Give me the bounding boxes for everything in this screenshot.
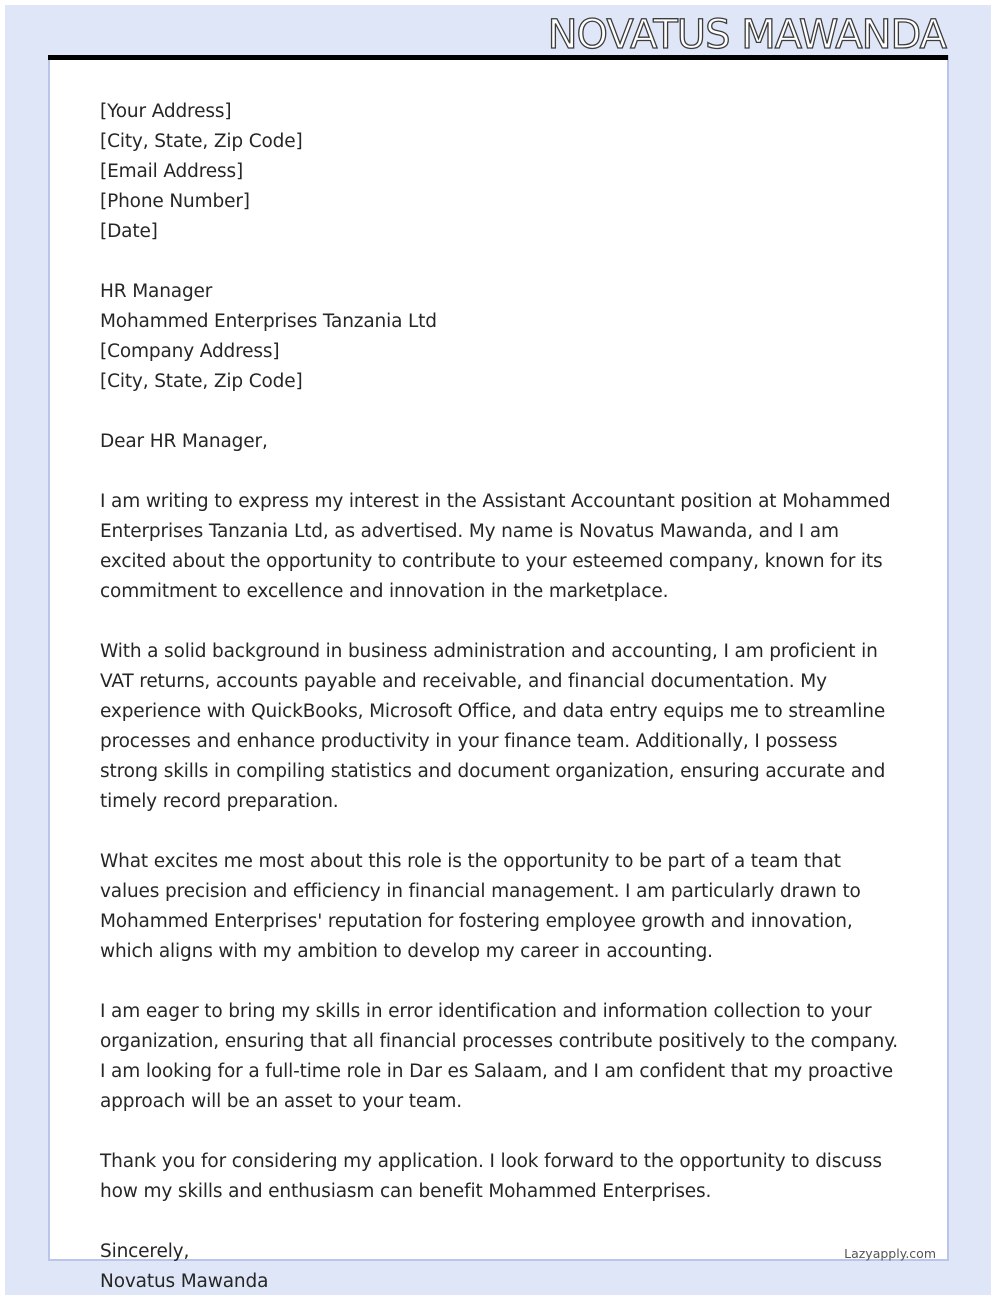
recipient-company: Mohammed Enterprises Tanzania Ltd	[100, 311, 437, 332]
recipient-city-state-zip: [City, State, Zip Code]	[100, 371, 303, 392]
cover-letter-body	[100, 97, 900, 1297]
sender-city-state-zip: [City, State, Zip Code]	[100, 131, 303, 152]
body-paragraph-3: What excites me most about this role is the opportunity to be part of a team that values precision and efficiency in financial management. I am particularly drawn to Mohammed Enterprises' reputation for fostering employee growth and innovation, which aligns with my ambition to develop my career in accounting.	[100, 851, 861, 962]
letter-date: [Date]	[100, 221, 158, 242]
sender-address: [Your Address]	[100, 101, 232, 122]
applicant-name-header: NOVATUS MAWANDA	[547, 12, 946, 58]
salutation: Dear HR Manager,	[100, 431, 268, 452]
sender-email: [Email Address]	[100, 161, 244, 182]
recipient-block	[100, 277, 900, 397]
closing-block	[100, 1237, 900, 1297]
recipient-address: [Company Address]	[100, 341, 280, 362]
body-paragraph-2: With a solid background in business administration and accounting, I am proficient in VAT returns, accounts payable and receivable, and financial documentation. My experience with QuickBooks, Microsoft Office, and data entry equips me to streamline processes and enhance productivity in your finance team. Additionally, I possess strong skills in compiling statistics and document organization, ensuring accurate and timely record preparation.	[100, 641, 886, 812]
sender-phone: [Phone Number]	[100, 191, 250, 212]
closing: Sincerely,	[100, 1241, 190, 1262]
body-paragraph-5: Thank you for considering my application. I look forward to the opportunity to discuss how my skills and enthusiasm can benefit Mohammed Enterprises.	[100, 1151, 882, 1202]
body-paragraph-1: I am writing to express my interest in the Assistant Accountant position at Mohammed Enterprises Tanzania Ltd, as advertised. My name is Novatus Mawanda, and I am excited about the opportunity to contribute to your esteemed company, known for its commitment to excellence and innovation in the marketplace.	[100, 491, 891, 602]
signature-name: Novatus Mawanda	[100, 1271, 269, 1292]
watermark-text: Lazyapply.com	[844, 1246, 936, 1261]
recipient-title: HR Manager	[100, 281, 213, 302]
sender-block	[100, 97, 900, 247]
body-paragraph-4: I am eager to bring my skills in error identification and information collection to your organization, ensuring that all financial processes contribute positively to the company. I am looking for a full-time role in Dar es Salaam, and I am confident that my proactive approach will be an asset to your team.	[100, 1001, 898, 1112]
